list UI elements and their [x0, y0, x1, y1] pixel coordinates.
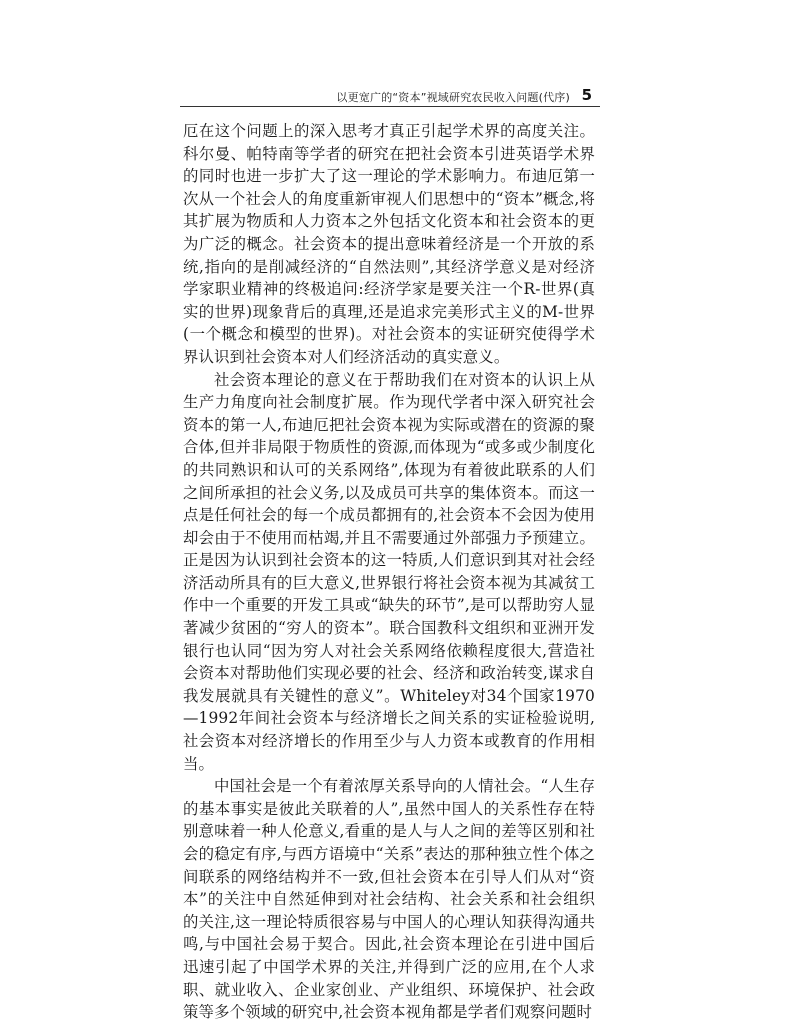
paragraph-chinese-society: 中国社会是一个有着浓厚关系导向的人情社会。“人生存的基本事实是彼此关联着的人”,虽然中国人的关系性存在特别意味着一种人伦意义,看重的是人与人之间的差等区别和社会的稳定有序,与西方语境中“关系”表达的那种独立性个体之间联系的网络结构并不一致,但社会资本在引导人们从对“资本”的关注中自然延伸到对社会结构、社会关系和社会组织的关注,这一理论特质很容易与中国人的心理认知获得沟通共鸣,与中国社会易于契合。因此,社会资本理论在引进中国后迅速引起了中国学术界的关注,并得到广泛的应用,在个人求职、就业收入、企业家创业、产业组织、环境保护、社会政策等多个领域的研究中,社会资本视角都是学者们观察问题时	[183, 777, 595, 1022]
running-header	[180, 86, 600, 108]
running-header-title: 以更宽广的“资本”视域研究农民收入问题(代序)	[336, 91, 570, 104]
page-number: 5	[581, 86, 592, 104]
header-divider	[180, 106, 600, 107]
paragraph-continued: 厄在这个问题上的深入思考才真正引起学术界的高度关注。科尔曼、帕特南等学者的研究在把社会资本引进英语学术界的同时也进一步扩大了这一理论的学术影响力。布迪厄第一次从一个社会人的角度重新审视人们思想中的“资本”概念,将其扩展为物质和人力资本之外包括文化资本和社会资本的更为广泛的概念。社会资本的提出意味着经济是一个开放的系统,指向的是削减经济的“自然法则”,其经济学意义是对经济学家职业精神的终极追问:经济学家是要关注一个R-世界(真实的世界)现象背后的真理,还是追求完美形式主义的M-世界(一个概念和模型的世界)。对社会资本的实证研究使得学术界认识到社会资本对人们经济活动的真实意义。	[183, 122, 595, 366]
body-text	[183, 120, 595, 1024]
paragraph-social-capital-theory: 社会资本理论的意义在于帮助我们在对资本的认识上从生产力角度向社会制度扩展。作为现代学者中深入研究社会资本的第一人,布迪厄把社会资本视为实际或潜在的资源的聚合体,但并非局限于物质性的资源,而体现为“或多或少制度化的共同熟识和认可的关系网络”,体现为有着彼此联系的人们之间所承担的社会义务,以及成员可共享的集体资本。而这一点是任何社会的每一个成员都拥有的,社会资本不会因为使用却会由于不使用而枯竭,并且不需要通过外部强力予预建立。正是因为认识到社会资本的这一特质,人们意识到其对社会经济活动所具有的巨大意义,世界银行将社会资本视为其减贫工作中一个重要的开发工具或“缺失的环节”,是可以帮助穷人显著减少贫困的“穷人的资本”。联合国教科文组织和亚洲开发银行也认同“因为穷人对社会关系网络依赖程度很大,营造社会资本对帮助他们实现必要的社会、经济和政治转变,谋求自我发展就具有关键性的意义”。Whiteley对34个国家1970—1992年间社会资本与经济增长之间关系的实证检验说明,社会资本对经济增长的作用至少与人力资本或教育的作用相当。	[183, 370, 595, 773]
